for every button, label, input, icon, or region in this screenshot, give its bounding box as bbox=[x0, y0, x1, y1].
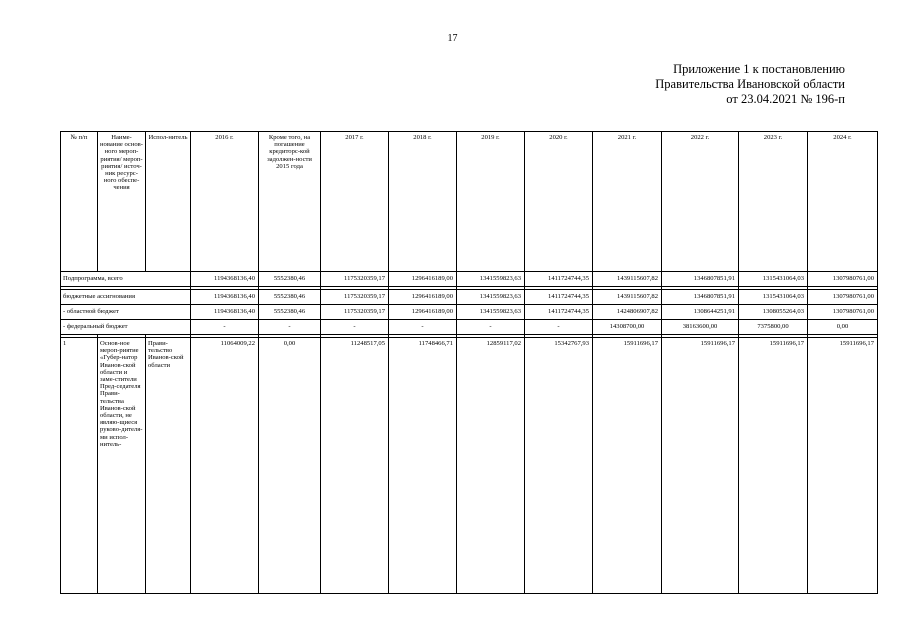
table-cell: 1194368136,40 bbox=[191, 305, 259, 320]
table-cell: 1341559823,63 bbox=[457, 290, 525, 305]
funding-table bbox=[60, 131, 878, 594]
table-cell: 1175320359,17 bbox=[321, 290, 389, 305]
table-cell: 1315431064,03 bbox=[739, 272, 808, 287]
table-cell: 15911696,17 bbox=[808, 338, 878, 594]
table-cell: 1175320359,17 bbox=[321, 305, 389, 320]
table-cell: - bbox=[191, 320, 259, 335]
header-2022: 2022 г. bbox=[662, 132, 739, 272]
table-cell: 0,00 bbox=[808, 320, 878, 335]
table-cell: 12859117,02 bbox=[457, 338, 525, 594]
table-cell: 5552380,46 bbox=[259, 305, 321, 320]
table-row bbox=[61, 305, 878, 320]
table-cell: 15342767,93 bbox=[525, 338, 593, 594]
table-cell: 1307980761,00 bbox=[808, 290, 878, 305]
table-cell: - bbox=[389, 320, 457, 335]
table-cell: 0,00 bbox=[259, 338, 321, 594]
appendix-line-1: Приложение 1 к постановлению bbox=[673, 62, 845, 76]
header-2024: 2024 г. bbox=[808, 132, 878, 272]
table-cell: 1307980761,00 bbox=[808, 305, 878, 320]
table-cell: 1439115607,82 bbox=[593, 290, 662, 305]
table-cell: 15911696,17 bbox=[662, 338, 739, 594]
header-2016: 2016 г. bbox=[191, 132, 259, 272]
appendix-header bbox=[655, 62, 845, 107]
header-2020: 2020 г. bbox=[525, 132, 593, 272]
table-cell: 11748466,71 bbox=[389, 338, 457, 594]
table-cell: 5552380,46 bbox=[259, 290, 321, 305]
row-label: бюджетные ассигнования bbox=[61, 290, 191, 305]
table-cell: 1346807851,91 bbox=[662, 272, 739, 287]
table-row bbox=[61, 290, 878, 305]
table-cell: 15911696,17 bbox=[593, 338, 662, 594]
table-cell: 1308644251,91 bbox=[662, 305, 739, 320]
table-row bbox=[61, 338, 878, 594]
table-cell: 1296416189,00 bbox=[389, 272, 457, 287]
header-executor: Испол-нитель bbox=[146, 132, 191, 272]
table-cell: 1346807851,91 bbox=[662, 290, 739, 305]
table-cell: 1194368136,40 bbox=[191, 290, 259, 305]
header-2019: 2019 г. bbox=[457, 132, 525, 272]
table-cell: 1411724744,35 bbox=[525, 272, 593, 287]
table-cell: 1307980761,00 bbox=[808, 272, 878, 287]
row-label: - областной бюджет bbox=[61, 305, 191, 320]
row-label: Подпрограмма, всего bbox=[61, 272, 191, 287]
table-cell: 1341559823,63 bbox=[457, 305, 525, 320]
table-cell: 1296416189,00 bbox=[389, 290, 457, 305]
table-cell: 38163600,00 bbox=[662, 320, 739, 335]
row-label: - федеральный бюджет bbox=[61, 320, 191, 335]
table-cell: 1175320359,17 bbox=[321, 272, 389, 287]
table-cell: 11064009,22 bbox=[191, 338, 259, 594]
table-cell: 1308055264,03 bbox=[739, 305, 808, 320]
table-cell: 1341559823,63 bbox=[457, 272, 525, 287]
table-cell: - bbox=[457, 320, 525, 335]
table-cell: - bbox=[321, 320, 389, 335]
table-cell: 1424806907,82 bbox=[593, 305, 662, 320]
header-extra: Кроме того, на погашение кредиторс-кой задолжен-ности 2015 года bbox=[259, 132, 321, 272]
table-cell: 14308700,00 bbox=[593, 320, 662, 335]
table-cell: 7375800,00 bbox=[739, 320, 808, 335]
item-number: 1 bbox=[61, 338, 98, 594]
table-row bbox=[61, 320, 878, 335]
table-cell: 5552380,46 bbox=[259, 272, 321, 287]
table-cell: 1194368136,40 bbox=[191, 272, 259, 287]
table-cell: 1296416189,00 bbox=[389, 305, 457, 320]
table-cell: 1439115607,82 bbox=[593, 272, 662, 287]
table-cell: - bbox=[525, 320, 593, 335]
header-2018: 2018 г. bbox=[389, 132, 457, 272]
table-cell: 11248517,05 bbox=[321, 338, 389, 594]
item-executor: Прави-тельство Иванов-ской области bbox=[146, 338, 191, 594]
header-2023: 2023 г. bbox=[739, 132, 808, 272]
table-row bbox=[61, 272, 878, 287]
appendix-line-2: Правительства Ивановской области bbox=[655, 77, 845, 91]
header-2021: 2021 г. bbox=[593, 132, 662, 272]
appendix-line-3: от 23.04.2021 № 196-п bbox=[726, 92, 845, 106]
page-number: 17 bbox=[447, 33, 458, 44]
table-header-row bbox=[61, 132, 878, 272]
table-cell: 1411724744,35 bbox=[525, 290, 593, 305]
header-name: Наиме-нование основ-ного мероп-риятия/ мероп-риятия/ источ-ник ресурс-ного обеспе-чения bbox=[98, 132, 146, 272]
header-num: № п/п bbox=[61, 132, 98, 272]
table-cell: - bbox=[259, 320, 321, 335]
table-cell: 15911696,17 bbox=[739, 338, 808, 594]
table-cell: 1411724744,35 bbox=[525, 305, 593, 320]
header-2017: 2017 г. bbox=[321, 132, 389, 272]
table-cell: 1315431064,03 bbox=[739, 290, 808, 305]
item-name: Основ-ное мероп-риятие «Губер-натор Иванов-ской области и заме-стители Пред-седателя Прави-тельства Иванов-ской области, не являю-щиеся руково-дителя-ми испол-нитель- bbox=[98, 338, 146, 594]
